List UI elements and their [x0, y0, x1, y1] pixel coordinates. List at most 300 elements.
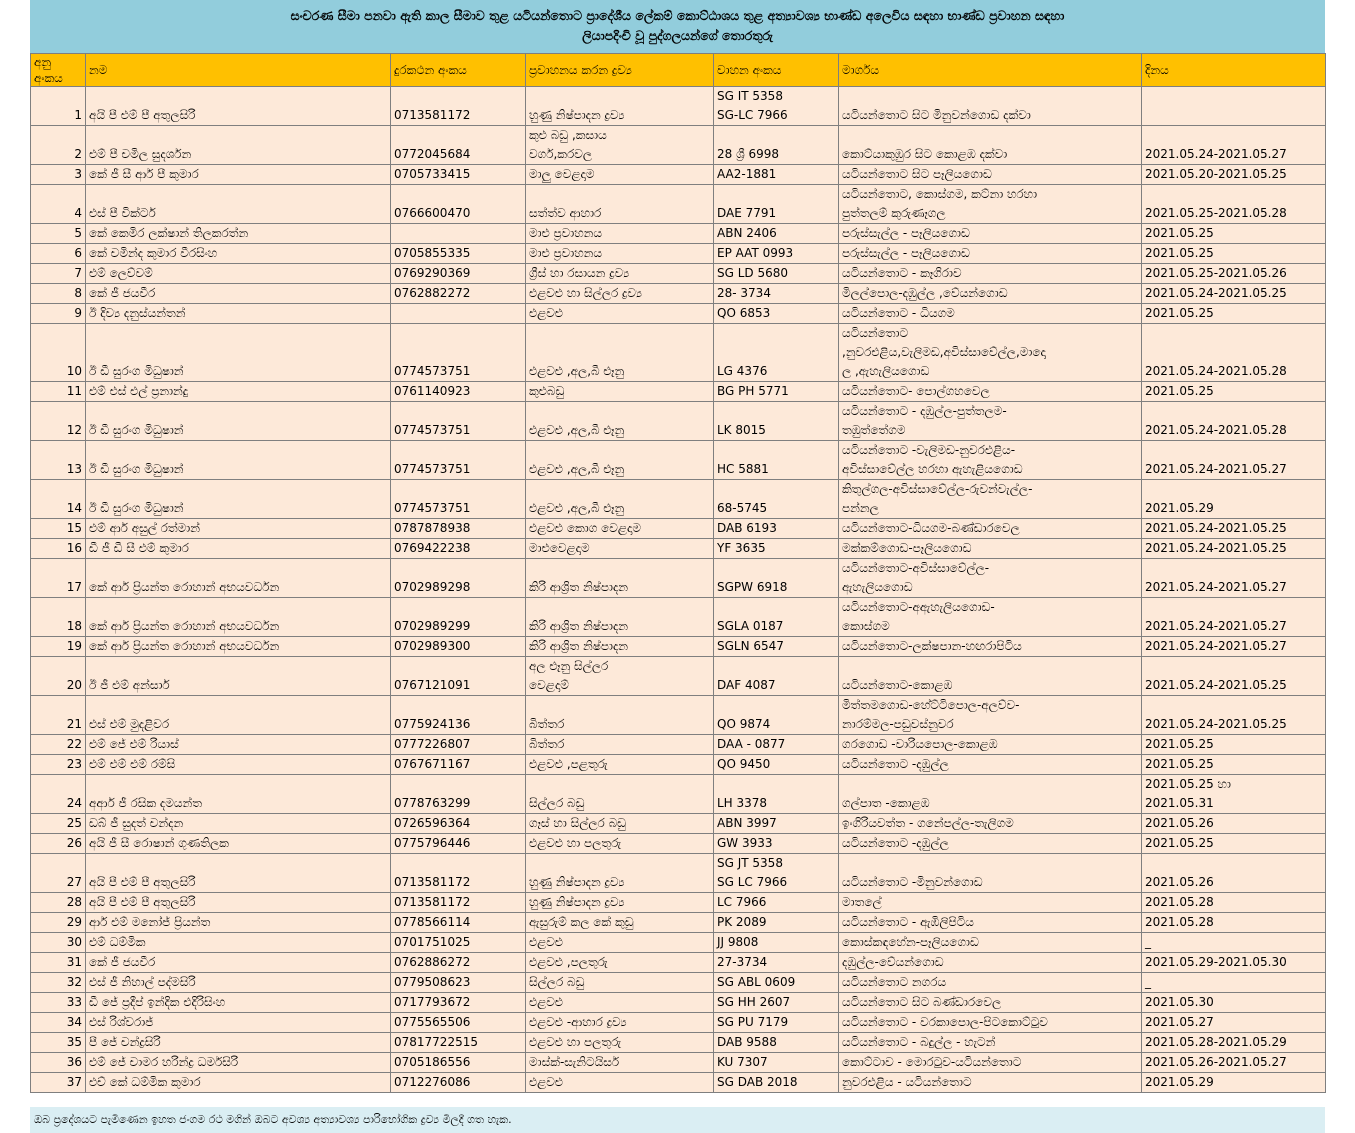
- date-cell[interactable]: 2021.05.24-2021.05.25: [1142, 657, 1326, 696]
- date-cell[interactable]: 2021.05.24-2021.05.25: [1142, 539, 1326, 559]
- date-cell[interactable]: 2021.05.28: [1142, 913, 1326, 933]
- vehicle-cell[interactable]: AA2-1881: [714, 165, 839, 185]
- goods-cell[interactable]: එළවළු: [526, 933, 714, 953]
- route-cell[interactable]: යටියන්තොට සිට පෑලියගොඩ: [839, 165, 1142, 185]
- header-date: දිනය: [1142, 54, 1326, 87]
- row-number[interactable]: 27: [31, 854, 86, 893]
- route-cell[interactable]: පරුස්සැල්ල - පෑලියගොඩ: [839, 244, 1142, 264]
- route-cell[interactable]: යටියන්තොට-ධියගම-බණ්ඩාරවෙල: [839, 519, 1142, 539]
- header-phone: දුරකථන අංකය: [391, 54, 526, 87]
- row-number[interactable]: 17: [31, 559, 86, 598]
- route-cell[interactable]: යටියන්තොට - ඇඹිලිපිටිය: [839, 913, 1142, 933]
- vehicle-cell[interactable]: SG JT 5358 SG LC 7966: [714, 854, 839, 893]
- header-row: [31, 54, 1326, 87]
- phone-cell[interactable]: 0713581172: [391, 893, 526, 913]
- vehicle-cell[interactable]: KU 7307: [714, 1053, 839, 1073]
- row-number[interactable]: 15: [31, 519, 86, 539]
- row-number[interactable]: 16: [31, 539, 86, 559]
- vehicle-cell[interactable]: QO 9874: [714, 696, 839, 735]
- vehicle-cell[interactable]: GW 3933: [714, 834, 839, 854]
- vehicle-cell[interactable]: LG 4376: [714, 324, 839, 382]
- phone-cell[interactable]: 0761140923: [391, 382, 526, 402]
- vehicle-cell[interactable]: SG HH 2607: [714, 993, 839, 1013]
- route-cell[interactable]: මාතලේ: [839, 893, 1142, 913]
- route-cell[interactable]: යටියන්තොට-කොළඹ: [839, 657, 1142, 696]
- table-row: [31, 834, 1326, 854]
- row-number[interactable]: 14: [31, 480, 86, 519]
- goods-cell[interactable]: එළවළු ,පලතුරු: [526, 953, 714, 973]
- phone-cell[interactable]: 0702989298: [391, 559, 526, 598]
- name-cell[interactable]: ඩී ජී ඩී සී එම් කුමාර: [86, 539, 391, 559]
- phone-cell[interactable]: 0775796446: [391, 834, 526, 854]
- vehicle-cell[interactable]: SG LD 5680: [714, 264, 839, 284]
- name-cell[interactable]: ඩබ් ජී සුදත් චන්දන: [86, 814, 391, 834]
- phone-cell[interactable]: 0775565506: [391, 1013, 526, 1033]
- goods-cell[interactable]: හුණු නිෂ්පාදන ද්‍රව්‍ය: [526, 893, 714, 913]
- row-number[interactable]: 8: [31, 284, 86, 304]
- phone-cell[interactable]: 0774573751: [391, 441, 526, 480]
- date-cell[interactable]: 2021.05.25 හා 2021.05.31: [1142, 775, 1326, 814]
- row-number[interactable]: 24: [31, 775, 86, 814]
- phone-cell[interactable]: 07817722515: [391, 1033, 526, 1053]
- date-cell[interactable]: 2021.05.24-2021.05.27: [1142, 441, 1326, 480]
- phone-cell[interactable]: 0705733415: [391, 165, 526, 185]
- table-row: [31, 324, 1326, 382]
- name-cell[interactable]: අයි ජී සී රොෂාන් ගුණතිලක: [86, 834, 391, 854]
- date-cell[interactable]: 2021.05.24-2021.05.27: [1142, 559, 1326, 598]
- table-row: [31, 854, 1326, 893]
- route-cell[interactable]: යටියන්තොට - කෑගිරාව: [839, 264, 1142, 284]
- name-cell[interactable]: කේ ආර් ප්‍රියන්ත රොහාන් අභයවර්ධන: [86, 559, 391, 598]
- name-cell[interactable]: ඊ ඩී සුරංග මිධුෂාන්: [86, 441, 391, 480]
- header-vehicle: වාහන අංකය: [714, 54, 839, 87]
- goods-cell[interactable]: එළවළු: [526, 993, 714, 1013]
- goods-cell[interactable]: සත්ත්ව ආහාර: [526, 185, 714, 224]
- vehicle-cell[interactable]: SGLN 6547: [714, 637, 839, 657]
- goods-cell[interactable]: කිරි ආශ්‍රිත නිෂ්පාදන: [526, 559, 714, 598]
- name-cell[interactable]: එම් ආර් අසුල් රත්මාන්: [86, 519, 391, 539]
- row-number[interactable]: 4: [31, 185, 86, 224]
- phone-cell[interactable]: 0777226807: [391, 735, 526, 755]
- table-row: [31, 165, 1326, 185]
- name-cell[interactable]: කේ කෙමිර ලක්ෂාන් තිලකරත්න: [86, 224, 391, 244]
- goods-cell[interactable]: එළවළු: [526, 304, 714, 324]
- table-row: [31, 126, 1326, 165]
- name-cell[interactable]: අයි පී එම් පී අතුලසිරි: [86, 893, 391, 913]
- name-cell[interactable]: කේ ජී ජයවීර: [86, 953, 391, 973]
- route-cell[interactable]: මිත්තමගොඩ-හේට්ටිපොල-අලව්ව- නාරම්මල-පඩුවස්නුවර: [839, 696, 1142, 735]
- row-number[interactable]: 26: [31, 834, 86, 854]
- goods-cell[interactable]: කුළු බඩු ,කසාය වර්ග,කරවල: [526, 126, 714, 165]
- goods-cell[interactable]: ගෑස් හා සිල්ලර බඩු: [526, 814, 714, 834]
- vehicle-cell[interactable]: DAB 9588: [714, 1033, 839, 1053]
- vehicle-cell[interactable]: YF 3635: [714, 539, 839, 559]
- vehicle-cell[interactable]: BG PH 5771: [714, 382, 839, 402]
- route-cell[interactable]: කොස්කඳහේන-පෑලියගොඩ: [839, 933, 1142, 953]
- goods-cell[interactable]: එළවළු ,අල,බී ළූනු: [526, 441, 714, 480]
- name-cell[interactable]: එස් රිශ්වරාජ්: [86, 1013, 391, 1033]
- route-cell[interactable]: ගල්පාත -කොළඹ: [839, 775, 1142, 814]
- route-cell[interactable]: යටියන්තොට- පොල්ගහවෙල: [839, 382, 1142, 402]
- date-cell[interactable]: 2021.05.26: [1142, 854, 1326, 893]
- row-number[interactable]: 36: [31, 1053, 86, 1073]
- table-row: [31, 1033, 1326, 1053]
- goods-cell[interactable]: හුණු නිෂ්පාදන ද්‍රව්‍ය: [526, 854, 714, 893]
- vehicle-cell[interactable]: 68-5745: [714, 480, 839, 519]
- name-cell[interactable]: එම් ලෙව්වම්: [86, 264, 391, 284]
- vehicle-cell[interactable]: ABN 2406: [714, 224, 839, 244]
- phone-cell[interactable]: 0713581172: [391, 854, 526, 893]
- phone-cell[interactable]: 0775924136: [391, 696, 526, 735]
- goods-cell[interactable]: අල ළූනු සිල්ලර වෙළදාම්: [526, 657, 714, 696]
- route-cell[interactable]: කොට්ටාව - මොරටුව-යටියන්තොට: [839, 1053, 1142, 1073]
- vehicle-cell[interactable]: ABN 3997: [714, 814, 839, 834]
- route-cell[interactable]: කිතුල්ගල-අවිස්සාවේල්ල-රුවන්වැල්ල- පන්නල: [839, 480, 1142, 519]
- route-cell[interactable]: නුවරඑළිය - යටියන්තොට: [839, 1073, 1142, 1093]
- goods-cell[interactable]: ඇසුරුම් කල කේ කුඩු: [526, 913, 714, 933]
- vehicle-cell[interactable]: 28 ශ්‍රී 6998: [714, 126, 839, 165]
- name-cell[interactable]: ආර් එම් මනෝජ් ප්‍රියන්ත: [86, 913, 391, 933]
- row-number[interactable]: 21: [31, 696, 86, 735]
- date-cell[interactable]: 2021.05.28-2021.05.29: [1142, 1033, 1326, 1053]
- route-cell[interactable]: යටියන්තොට සිට මිනුවන්ගොඩ දක්වා: [839, 87, 1142, 126]
- goods-cell[interactable]: කිරි ආශ්‍රිත නිෂ්පාදන: [526, 637, 714, 657]
- table-row: [31, 657, 1326, 696]
- table-row: [31, 913, 1326, 933]
- phone-cell[interactable]: 0762886272: [391, 953, 526, 973]
- name-cell[interactable]: ඊ ඩී සුරංග මිධුෂාන්: [86, 324, 391, 382]
- phone-cell[interactable]: 0712276086: [391, 1073, 526, 1093]
- table-row: [31, 87, 1326, 126]
- goods-cell[interactable]: මාලු වෙළදාම: [526, 165, 714, 185]
- route-cell[interactable]: ඉංගිරියවත්ත - ගනේපල්ල-තැලිගම: [839, 814, 1142, 834]
- vehicle-cell[interactable]: EP AAT 0993: [714, 244, 839, 264]
- name-cell[interactable]: එච් කේ ධම්මික කුමාර: [86, 1073, 391, 1093]
- date-cell[interactable]: 2021.05.24-2021.05.25: [1142, 284, 1326, 304]
- goods-cell[interactable]: එළවළු -ආහාර ද්‍රව්‍ය: [526, 1013, 714, 1033]
- date-cell[interactable]: 2021.05.29: [1142, 480, 1326, 519]
- title-band: [30, 0, 1325, 53]
- goods-cell[interactable]: එළවළු: [526, 1073, 714, 1093]
- table-row: [31, 993, 1326, 1013]
- goods-cell[interactable]: එළවළු ,අල,බී ළූනු: [526, 402, 714, 441]
- name-cell[interactable]: එම් ජේ එම් රියාස්: [86, 735, 391, 755]
- phone-cell[interactable]: 0778763299: [391, 775, 526, 814]
- goods-cell[interactable]: කුළුබඩු: [526, 382, 714, 402]
- goods-cell[interactable]: මාස්ක්-සැනිටයිසර්: [526, 1053, 714, 1073]
- date-cell[interactable]: 2021.05.30: [1142, 993, 1326, 1013]
- vehicle-cell[interactable]: QO 9450: [714, 755, 839, 775]
- name-cell[interactable]: කේ ජී සී ආර් පී කුමාර: [86, 165, 391, 185]
- date-cell[interactable]: 2021.05.25-2021.05.28: [1142, 185, 1326, 224]
- table-row: [31, 559, 1326, 598]
- row-number[interactable]: 29: [31, 913, 86, 933]
- table-row: [31, 973, 1326, 993]
- goods-cell[interactable]: එළවළු කොග වෙළදාම: [526, 519, 714, 539]
- goods-cell[interactable]: එළවළු ,අල,බී ළූනු: [526, 324, 714, 382]
- row-number[interactable]: 12: [31, 402, 86, 441]
- date-cell[interactable]: 2021.05.28: [1142, 893, 1326, 913]
- vehicle-cell[interactable]: QO 6853: [714, 304, 839, 324]
- date-cell[interactable]: 2021.05.26: [1142, 814, 1326, 834]
- table-row: [31, 539, 1326, 559]
- row-number[interactable]: 28: [31, 893, 86, 913]
- route-cell[interactable]: යටියන්තොට, කොස්ගම, කට්නා හරහා පුත්තලම් කුරුණෑගල: [839, 185, 1142, 224]
- route-cell[interactable]: යටියන්තොට -වැලිමඩ-නුවරඑළිය- අවිස්සාවේල්ල හරහා ඇහැළියගොඩ: [839, 441, 1142, 480]
- phone-cell[interactable]: 0769422238: [391, 539, 526, 559]
- date-cell[interactable]: [1142, 87, 1326, 126]
- row-number[interactable]: 11: [31, 382, 86, 402]
- row-number[interactable]: 33: [31, 993, 86, 1013]
- phone-cell[interactable]: 0774573751: [391, 324, 526, 382]
- route-cell[interactable]: යටියන්තොට - බදුල්ල - හැටන්: [839, 1033, 1142, 1053]
- row-number[interactable]: 1: [31, 87, 86, 126]
- table-row: [31, 933, 1326, 953]
- date-cell[interactable]: 2021.05.24-2021.05.27: [1142, 598, 1326, 637]
- vehicle-cell[interactable]: DAA - 0877: [714, 735, 839, 755]
- date-cell[interactable]: 2021.05.24-2021.05.27: [1142, 126, 1326, 165]
- vehicle-cell[interactable]: HC 5881: [714, 441, 839, 480]
- row-number[interactable]: 5: [31, 224, 86, 244]
- phone-cell[interactable]: 0778566114: [391, 913, 526, 933]
- goods-cell[interactable]: සිල්ලර බඩු: [526, 775, 714, 814]
- row-number[interactable]: 37: [31, 1073, 86, 1093]
- vehicle-cell[interactable]: LK 8015: [714, 402, 839, 441]
- route-cell[interactable]: යටියන්තොට - වරකාපොල-පිටකොට්ටුව: [839, 1013, 1142, 1033]
- name-cell[interactable]: අආර් ජී රසික දමයන්ත: [86, 775, 391, 814]
- phone-cell[interactable]: 0705186556: [391, 1053, 526, 1073]
- header-no: අනු අංකය: [31, 54, 86, 87]
- route-cell[interactable]: ගරගොඩ -වාරියපොල-කොළඹ: [839, 735, 1142, 755]
- goods-cell[interactable]: එළවළු ,පළතුරු: [526, 755, 714, 775]
- name-cell[interactable]: කේ ආර් ප්‍රියන්ත රොහාන් අභයවර්ධන: [86, 598, 391, 637]
- date-cell[interactable]: 2021.05.25: [1142, 244, 1326, 264]
- row-number[interactable]: 7: [31, 264, 86, 284]
- phone-cell[interactable]: 0772045684: [391, 126, 526, 165]
- phone-cell[interactable]: 0787878938: [391, 519, 526, 539]
- table-row: [31, 480, 1326, 519]
- vehicle-cell[interactable]: SG ABL 0609: [714, 973, 839, 993]
- goods-cell[interactable]: සිල්ලර බඩු: [526, 973, 714, 993]
- date-cell[interactable]: 2021.05.25-2021.05.26: [1142, 264, 1326, 284]
- vehicle-cell[interactable]: SG IT 5358 SG-LC 7966: [714, 87, 839, 126]
- vehicle-cell[interactable]: DAE 7791: [714, 185, 839, 224]
- table-row: [31, 185, 1326, 224]
- name-cell[interactable]: කේ ආර් ප්‍රියන්ත රොහාන් අභයවර්ධන: [86, 637, 391, 657]
- row-number[interactable]: 19: [31, 637, 86, 657]
- route-cell[interactable]: යටියන්තොට -දඹුල්ල: [839, 834, 1142, 854]
- row-number[interactable]: 31: [31, 953, 86, 973]
- table-body: [31, 87, 1326, 1093]
- table-row: [31, 755, 1326, 775]
- date-cell[interactable]: 2021.05.24-2021.05.28: [1142, 402, 1326, 441]
- goods-cell[interactable]: එළවළු ,අල,බී ළූනු: [526, 480, 714, 519]
- name-cell[interactable]: අයි පී එම් පී අතුලසිරි: [86, 854, 391, 893]
- vehicle-cell[interactable]: 27-3734: [714, 953, 839, 973]
- name-cell[interactable]: එස් එම් මුදළිවර: [86, 696, 391, 735]
- date-cell[interactable]: 2021.05.29: [1142, 1073, 1326, 1093]
- date-cell[interactable]: 2021.05.27: [1142, 1013, 1326, 1033]
- header-route: මාර්ගය: [839, 54, 1142, 87]
- name-cell[interactable]: ඊ ඩී සුරංග මිධුෂාන්: [86, 480, 391, 519]
- table-row: [31, 382, 1326, 402]
- row-number[interactable]: 3: [31, 165, 86, 185]
- vehicle-cell[interactable]: DAF 4087: [714, 657, 839, 696]
- vehicle-cell[interactable]: PK 2089: [714, 913, 839, 933]
- route-cell[interactable]: යටියන්තොට නගරය: [839, 973, 1142, 993]
- name-cell[interactable]: එස් පී වික්ටර්: [86, 185, 391, 224]
- table-row: [31, 441, 1326, 480]
- date-cell[interactable]: 2021.05.25: [1142, 304, 1326, 324]
- goods-cell[interactable]: බිත්තර: [526, 696, 714, 735]
- route-cell[interactable]: යටියන්තොට -මිනුවන්ගොඩ: [839, 854, 1142, 893]
- phone-cell[interactable]: [391, 304, 526, 324]
- phone-cell[interactable]: 0726596364: [391, 814, 526, 834]
- goods-cell[interactable]: බිත්තර: [526, 735, 714, 755]
- vehicle-cell[interactable]: LH 3378: [714, 775, 839, 814]
- goods-cell[interactable]: හුණු නිෂ්පාදන ද්‍රව්‍ය: [526, 87, 714, 126]
- vehicle-cell[interactable]: SGPW 6918: [714, 559, 839, 598]
- vehicle-cell[interactable]: JJ 9808: [714, 933, 839, 953]
- route-cell[interactable]: යටියන්තොට-අඇහැලියගොඩ- කොස්ගම: [839, 598, 1142, 637]
- route-cell[interactable]: මක්කම්ගොඩ-පෑලියගොඩ: [839, 539, 1142, 559]
- row-number[interactable]: 23: [31, 755, 86, 775]
- table-row: [31, 1073, 1326, 1093]
- goods-cell[interactable]: මාළුවෙළදාම: [526, 539, 714, 559]
- row-number[interactable]: 6: [31, 244, 86, 264]
- phone-cell[interactable]: 0702989299: [391, 598, 526, 637]
- goods-cell[interactable]: එළවළු හා පලතුරු: [526, 1033, 714, 1053]
- table-row: [31, 637, 1326, 657]
- date-cell[interactable]: 2021.05.24-2021.05.27: [1142, 637, 1326, 657]
- route-cell[interactable]: යටියන්තොට - ධියගම: [839, 304, 1142, 324]
- vehicle-cell[interactable]: SG DAB 2018: [714, 1073, 839, 1093]
- vehicle-cell[interactable]: DAB 6193: [714, 519, 839, 539]
- route-cell[interactable]: මිලල්පොල-දඹුල්ල ,වේයන්ගොඩ: [839, 284, 1142, 304]
- route-cell[interactable]: යටියන්තොට සිට බණ්ඩාරවෙල: [839, 993, 1142, 1013]
- row-number[interactable]: 35: [31, 1033, 86, 1053]
- phone-cell[interactable]: 0767671167: [391, 755, 526, 775]
- date-cell[interactable]: 2021.05.20-2021.05.25: [1142, 165, 1326, 185]
- name-cell[interactable]: එස් ජී නිහාල් පද්මසිරි: [86, 973, 391, 993]
- row-number[interactable]: 9: [31, 304, 86, 324]
- phone-cell[interactable]: 0705855335: [391, 244, 526, 264]
- date-cell[interactable]: 2021.05.26-2021.05.27: [1142, 1053, 1326, 1073]
- phone-cell[interactable]: 0774573751: [391, 402, 526, 441]
- row-number[interactable]: 2: [31, 126, 86, 165]
- name-cell[interactable]: කේ චමින්ද කුමාර වීරසිංහ: [86, 244, 391, 264]
- phone-cell[interactable]: 0702989300: [391, 637, 526, 657]
- date-cell[interactable]: 2021.05.25: [1142, 382, 1326, 402]
- goods-cell[interactable]: මාළු ප්‍රවාහනය: [526, 224, 714, 244]
- date-cell[interactable]: 2021.05.24-2021.05.25: [1142, 519, 1326, 539]
- route-cell[interactable]: පරුස්සැල්ල - පෑලියගොඩ: [839, 224, 1142, 244]
- goods-cell[interactable]: මාළු ප්‍රවාහනය: [526, 244, 714, 264]
- vehicle-cell[interactable]: 28- 3734: [714, 284, 839, 304]
- phone-cell[interactable]: 0713581172: [391, 87, 526, 126]
- goods-cell[interactable]: කිරි ආශ්‍රිත නිෂ්පාදන: [526, 598, 714, 637]
- table-row: [31, 953, 1326, 973]
- phone-cell[interactable]: [391, 224, 526, 244]
- date-cell[interactable]: 2021.05.29-2021.05.30: [1142, 953, 1326, 973]
- row-number[interactable]: 20: [31, 657, 86, 696]
- name-cell[interactable]: එම් පී චමිල සුදර්ශන: [86, 126, 391, 165]
- table-row: [31, 244, 1326, 264]
- vehicle-cell[interactable]: LC 7966: [714, 893, 839, 913]
- goods-cell[interactable]: එළවළු හා සිල්ලර ද්‍රව්‍ය: [526, 284, 714, 304]
- name-cell[interactable]: ඩී ජේ ප්‍රදීප් ඉන්දික එදිරිසිංහ: [86, 993, 391, 1013]
- date-cell[interactable]: 2021.05.25: [1142, 755, 1326, 775]
- name-cell[interactable]: එම් ජේ චාමර හරින්ද්‍ර ධර්මසිරි: [86, 1053, 391, 1073]
- date-cell[interactable]: 2021.05.25: [1142, 735, 1326, 755]
- phone-cell[interactable]: 0762882272: [391, 284, 526, 304]
- goods-cell[interactable]: ග්‍රීස් හා රසායන ද්‍රව්‍ය: [526, 264, 714, 284]
- route-cell[interactable]: යටියන්තොට ,නුවරඑළිය,වැලිමඩ,අවිස්සාවේල්ල,මාදො ල ,ඇහැලියගොඩ: [839, 324, 1142, 382]
- route-cell[interactable]: යටියන්තොට -දඹුල්ල: [839, 755, 1142, 775]
- title-line-2: ලියාපදිංචි වූ පුද්ගලයන්ගේ තොරතුරු: [582, 28, 773, 43]
- name-cell[interactable]: ඊ ජී එම් අන්සාර්: [86, 657, 391, 696]
- spreadsheet: [30, 0, 1325, 1093]
- date-cell[interactable]: 2021.05.25: [1142, 224, 1326, 244]
- date-cell[interactable]: 2021.05.24-2021.05.25: [1142, 696, 1326, 735]
- phone-cell[interactable]: 0769290369: [391, 264, 526, 284]
- phone-cell[interactable]: 0701751025: [391, 933, 526, 953]
- row-number[interactable]: 13: [31, 441, 86, 480]
- phone-cell[interactable]: 0779508623: [391, 973, 526, 993]
- route-cell[interactable]: දඹුල්ල-වේයන්ගොඩ: [839, 953, 1142, 973]
- row-number[interactable]: 18: [31, 598, 86, 637]
- date-cell[interactable]: 2021.05.25: [1142, 834, 1326, 854]
- name-cell[interactable]: ඊ ඩී සුරංග මිධුෂාන්: [86, 402, 391, 441]
- phone-cell[interactable]: 0717793672: [391, 993, 526, 1013]
- name-cell[interactable]: පී ජේ චන්ද්‍රසිරි: [86, 1033, 391, 1053]
- phone-cell[interactable]: 0774573751: [391, 480, 526, 519]
- route-cell[interactable]: යටියන්තොට - දඹුල්ල-පුත්තලම- තඹුත්තේගම: [839, 402, 1142, 441]
- name-cell[interactable]: එම් එම් එම් රම්සි: [86, 755, 391, 775]
- table-row: [31, 224, 1326, 244]
- row-number[interactable]: 25: [31, 814, 86, 834]
- name-cell[interactable]: කේ ජී ජයවීර: [86, 284, 391, 304]
- name-cell[interactable]: අයි පී එම් පී අතුලසිරි: [86, 87, 391, 126]
- table-row: [31, 519, 1326, 539]
- table-row: [31, 304, 1326, 324]
- route-cell[interactable]: කොට්යාකුඹුර සිට කොළඹ දක්වා: [839, 126, 1142, 165]
- vehicle-cell[interactable]: SG PU 7179: [714, 1013, 839, 1033]
- name-cell[interactable]: එම් එස් එල් ප්‍රනාන්දු: [86, 382, 391, 402]
- date-cell[interactable]: _: [1142, 973, 1326, 993]
- route-cell[interactable]: යටියන්තොට-ලක්ෂපාන-හඟරාපිටිය: [839, 637, 1142, 657]
- name-cell[interactable]: ඊ දිව්‍ය දනුස්යන්තන්: [86, 304, 391, 324]
- row-number[interactable]: 10: [31, 324, 86, 382]
- table-row: [31, 264, 1326, 284]
- table-row: [31, 1053, 1326, 1073]
- phone-cell[interactable]: 0767121091: [391, 657, 526, 696]
- date-cell[interactable]: 2021.05.24-2021.05.28: [1142, 324, 1326, 382]
- vehicle-cell[interactable]: SGLA 0187: [714, 598, 839, 637]
- table-row: [31, 696, 1326, 735]
- route-cell[interactable]: යටියන්තොට-අවිස්සාවේල්ල- ඇහැලියගොඩ: [839, 559, 1142, 598]
- date-cell[interactable]: _: [1142, 933, 1326, 953]
- row-number[interactable]: 22: [31, 735, 86, 755]
- row-number[interactable]: 32: [31, 973, 86, 993]
- goods-cell[interactable]: එළවළු හා පලතුරු: [526, 834, 714, 854]
- row-number[interactable]: 30: [31, 933, 86, 953]
- phone-cell[interactable]: 0766600470: [391, 185, 526, 224]
- name-cell[interactable]: එම් ධම්මික: [86, 933, 391, 953]
- table-row: [31, 775, 1326, 814]
- row-number[interactable]: 34: [31, 1013, 86, 1033]
- table-row: [31, 893, 1326, 913]
